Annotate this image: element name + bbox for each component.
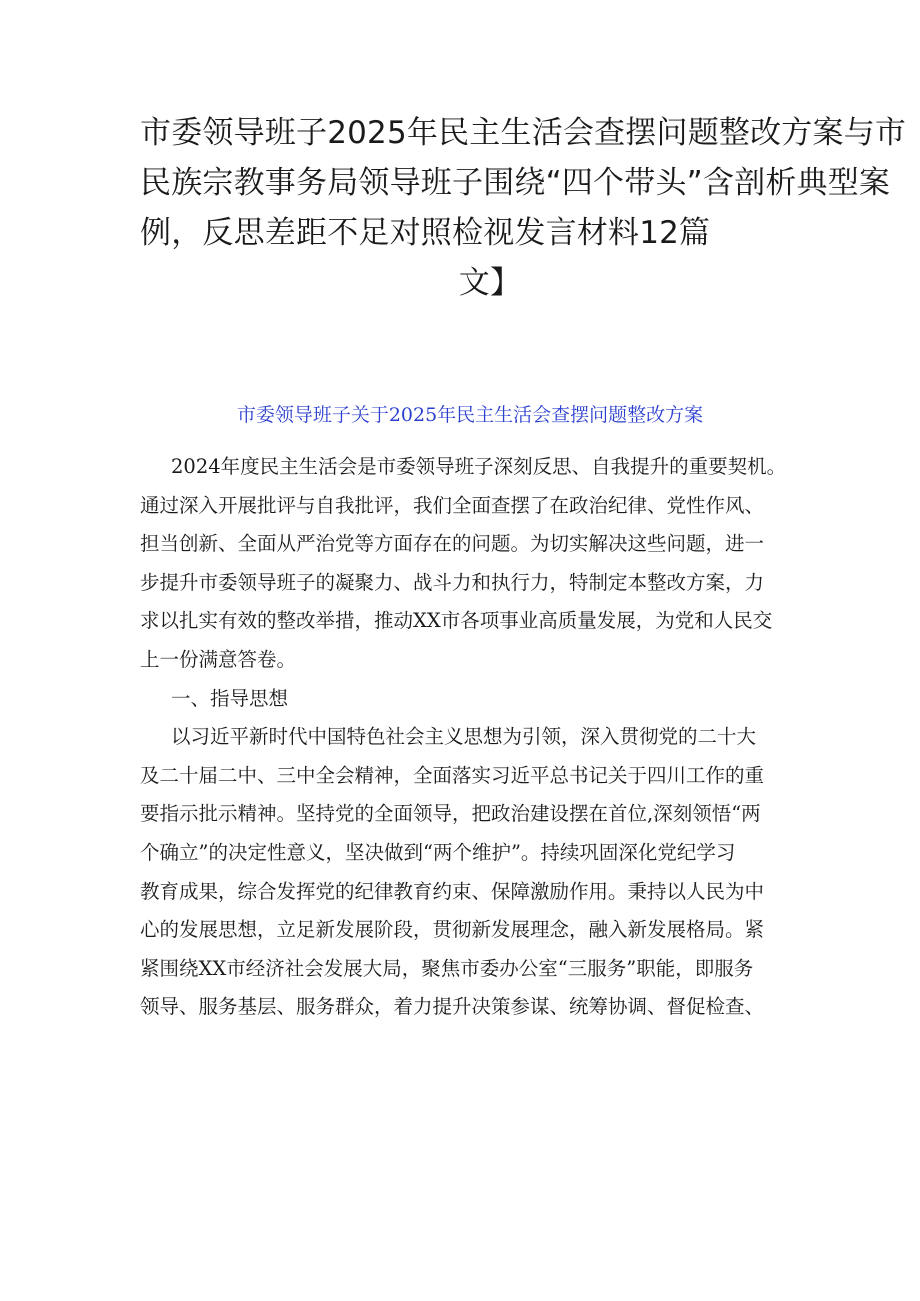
section-title: 市委领导班子关于2025年民主生活会查摆问题整改方案 xyxy=(236,404,704,426)
document-body xyxy=(140,448,800,1027)
paragraph-line: 以习近平新时代中国特色社会主义思想为引领，深入贯彻党的二十大 xyxy=(171,725,757,749)
paragraph-line: 上一份满意答卷。 xyxy=(140,647,297,671)
title-line: 民族宗教事务局领导班子围绕“四个带头”含剖析典型案 xyxy=(140,165,891,201)
paragraph-line: 2024年度民主生活会是市委领导班子深刻反思、自我提升的重要契机。 xyxy=(171,455,787,478)
paragraph-line: 心的发展思想，立足新发展阶段，贯彻新发展理念，融入新发展格局。紧 xyxy=(140,918,765,942)
intro-paragraph xyxy=(140,448,800,680)
paragraph-line: 教育成果，综合发挥党的纪律教育约束、保障激励作用。秉持以人民为中 xyxy=(140,879,765,903)
title-line: 例，反思差距不足对照检视发言材料12篇 xyxy=(140,215,711,251)
paragraph-line: 求以扎实有效的整改举措，推动XX市各项事业高质量发展，为党和人民交 xyxy=(140,609,773,633)
guiding-paragraph xyxy=(140,718,800,1027)
document-title xyxy=(140,108,907,308)
heading-guiding-ideology: 一、指导思想 xyxy=(171,686,289,710)
title-line: 市委领导班子2025年民主生活会查摆问题整改方案与市 xyxy=(140,115,907,151)
paragraph-line: 步提升市委领导班子的凝聚力、战斗力和执行力，特制定本整改方案，力 xyxy=(140,570,765,594)
paragraph-line: 紧围绕XX市经济社会发展大局，聚焦市委办公室“三服务”职能，即服务 xyxy=(140,956,754,980)
paragraph-line: 及二十届二中、三中全会精神，全面落实习近平总书记关于四川工作的重 xyxy=(140,763,765,787)
paragraph-line: 个确立”的决定性意义，坚决做到“两个维护”。持续巩固深化党纪学习 xyxy=(140,840,736,864)
paragraph-line: 担当创新、全面从严治党等方面存在的问题。为切实解决这些问题，进一 xyxy=(140,532,765,556)
paragraph-line: 通过深入开展批评与自我批评，我们全面查摆了在政治纪律、党性作风、 xyxy=(140,493,765,517)
paragraph-line: 要指示批示精神。坚持党的全面领导，把政治建设摆在首位,深刻领悟“两 xyxy=(140,802,761,826)
title-line: 文】 xyxy=(458,265,522,301)
paragraph-line: 领导、服务基层、服务群众，着力提升决策参谋、统筹协调、督促检查、 xyxy=(140,995,765,1019)
